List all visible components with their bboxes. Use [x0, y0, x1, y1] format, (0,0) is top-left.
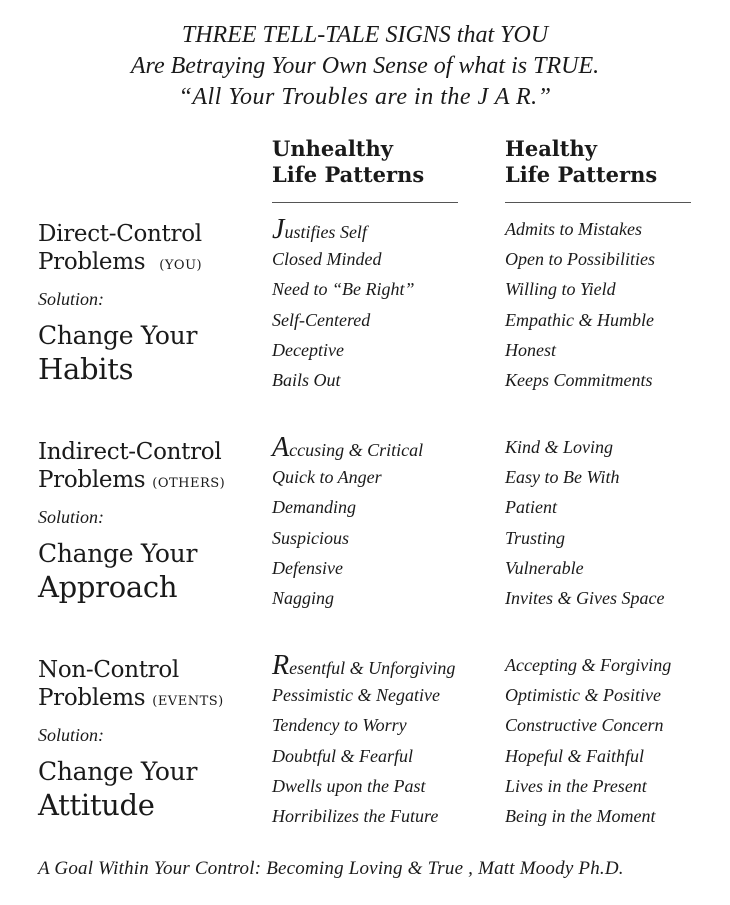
solution-change-your: Change Your: [38, 539, 198, 568]
list-item: Empathic & Humble: [505, 309, 654, 330]
list-item: Lives in the Present: [505, 775, 647, 796]
solution-heading: [38, 538, 197, 604]
list-item: Being in the Moment: [505, 805, 656, 826]
list-item: Bails Out: [272, 369, 341, 390]
list-item: Pessimistic & Negative: [272, 685, 440, 706]
title-line-2: [0, 51, 730, 81]
healthy-column-header: [505, 136, 695, 188]
list-item: Nagging: [272, 587, 335, 608]
list-item: Open to Possibilities: [505, 249, 655, 270]
solution-target: Habits: [38, 352, 134, 386]
section-direct-control: [0, 214, 730, 414]
list-item: Optimistic & Positive: [505, 685, 661, 706]
healthy-list: [505, 432, 725, 613]
drop-cap-rest: esentful & Unforgiving: [289, 658, 456, 678]
list-item: Accepting & Forgiving: [505, 655, 672, 675]
footer-credit: A Goal Within Your Control: Becoming Loving & True , Matt Moody Ph.D.: [38, 858, 624, 879]
list-item: Easy to Be With: [505, 467, 620, 488]
problem-word: Problems: [38, 685, 146, 711]
list-item: Willing to Yield: [505, 279, 616, 300]
list-item: Deceptive: [272, 339, 344, 360]
list-item: Hopeful & Faithful: [505, 745, 644, 766]
solution-label: Solution:: [38, 725, 104, 745]
title-line-3: “All Your Troubles are in the J A R.”: [178, 84, 552, 110]
problem-type: Non-Control: [38, 657, 179, 683]
healthy-header-line-1: Healthy: [505, 136, 597, 161]
solution-target: Approach: [38, 570, 178, 604]
list-item: [272, 214, 492, 244]
title-true: TRUE.: [533, 53, 600, 79]
list-item: Demanding: [272, 497, 356, 518]
title-line-1: [0, 20, 730, 50]
list-item: Closed Minded: [272, 249, 382, 270]
drop-cap-rest: ustifies Self: [284, 222, 367, 242]
list-item: Keeps Commitments: [505, 369, 653, 390]
list-item: Suspicious: [272, 527, 350, 548]
unhealthy-list: [272, 214, 492, 395]
problem-tag: (OTHERS): [152, 476, 226, 491]
problem-tag: (EVENTS): [152, 694, 224, 709]
drop-cap: A: [272, 432, 290, 463]
title-you: YOU: [500, 22, 549, 48]
list-item: [272, 650, 492, 680]
healthy-list: [505, 214, 725, 395]
unhealthy-header-line-2: Life Patterns: [272, 162, 425, 187]
list-item: Defensive: [272, 557, 343, 578]
problem-type: Direct-Control: [38, 221, 202, 247]
solution-target: Attitude: [38, 788, 155, 822]
list-item: Honest: [505, 339, 556, 360]
healthy-header-divider: [505, 202, 691, 203]
unhealthy-list: [272, 650, 492, 831]
solution-heading: [38, 320, 197, 386]
solution-change-your: Change Your: [38, 757, 198, 786]
list-item: Vulnerable: [505, 557, 584, 578]
drop-cap-rest: ccusing & Critical: [289, 440, 424, 460]
list-item: Trusting: [505, 527, 566, 548]
section-non-control: [0, 650, 730, 850]
problem-word: Problems: [38, 249, 146, 275]
drop-cap: J: [272, 214, 285, 245]
list-item: Self-Centered: [272, 309, 371, 330]
list-item: Admits to Mistakes: [505, 219, 642, 239]
list-item: Quick to Anger: [272, 467, 382, 488]
problem-heading: [38, 220, 202, 280]
list-item: [272, 432, 492, 462]
title-signs: THREE TELL-TALE SIGNS: [181, 22, 451, 48]
solution-label: Solution:: [38, 289, 104, 309]
solution-heading: [38, 756, 197, 822]
list-item: Tendency to Worry: [272, 715, 407, 736]
title-betraying: Are Betraying Your Own Sense of what is: [130, 53, 534, 79]
list-item: Kind & Loving: [505, 437, 614, 457]
problem-tag: (YOU): [159, 258, 203, 273]
unhealthy-column-header: [272, 136, 462, 188]
problem-heading: [38, 438, 225, 498]
solution-label: Solution:: [38, 507, 104, 527]
list-item: Horribilizes the Future: [272, 805, 439, 826]
healthy-header-line-2: Life Patterns: [505, 162, 658, 187]
unhealthy-list: [272, 432, 492, 613]
list-item: Dwells upon the Past: [272, 775, 426, 796]
problem-word: Problems: [38, 467, 146, 493]
list-item: Constructive Concern: [505, 715, 664, 736]
problem-heading: [38, 656, 224, 716]
section-indirect-control: [0, 432, 730, 632]
title-that: that: [450, 22, 501, 48]
solution-change-your: Change Your: [38, 321, 198, 350]
drop-cap: R: [272, 650, 290, 681]
unhealthy-header-divider: [272, 202, 458, 203]
list-item: Patient: [505, 497, 557, 518]
list-item: Invites & Gives Space: [505, 587, 665, 608]
healthy-list: [505, 650, 725, 831]
list-item: Need to “Be Right”: [272, 279, 415, 300]
unhealthy-header-line-1: Unhealthy: [272, 136, 393, 161]
list-item: Doubtful & Fearful: [272, 745, 413, 766]
problem-type: Indirect-Control: [38, 439, 222, 465]
